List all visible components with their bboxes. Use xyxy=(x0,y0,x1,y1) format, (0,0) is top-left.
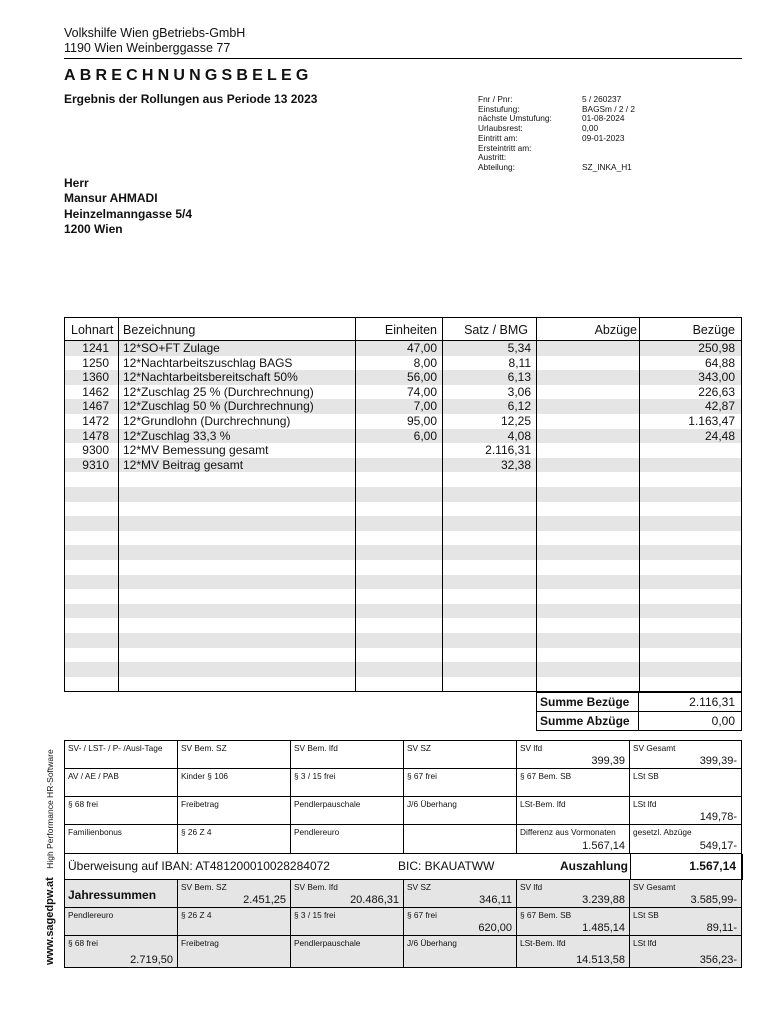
summary-cell xyxy=(517,908,630,936)
cell-lohnart: 1462 xyxy=(82,384,109,399)
summary-cell xyxy=(291,908,404,936)
cell-label: Pendlerpauschale xyxy=(294,938,361,948)
table-row xyxy=(65,385,741,400)
cell-label: § 67 frei xyxy=(407,910,437,920)
summary-cell xyxy=(404,741,517,769)
cell-bezeichnung: 12*Nachtarbeitszuschlag BAGS xyxy=(123,355,293,370)
cell-label: SV lfd xyxy=(520,743,543,753)
iban-text: Überweisung auf IBAN: AT481200010028284072 xyxy=(68,859,330,873)
cell-label: SV SZ xyxy=(407,743,431,753)
tax-summary-grid xyxy=(64,740,742,968)
cell-bezeichnung: 12*Zuschlag 33,3 % xyxy=(123,428,231,443)
cell-lohnart: 1241 xyxy=(82,341,109,355)
info-label: Austritt: xyxy=(478,152,507,163)
sum-row xyxy=(537,692,741,711)
cell-bezuege: 226,63 xyxy=(698,384,735,399)
payout-value: 1.567,14 xyxy=(689,859,736,873)
summary-cell xyxy=(178,741,291,769)
info-value: 5 / 260237 xyxy=(582,94,622,104)
document-subtitle: Ergebnis der Rollungen aus Periode 13 2023 xyxy=(64,92,318,106)
info-value: SZ_INKA_H1 xyxy=(582,161,632,172)
cell-einheiten: 8,00 xyxy=(413,355,437,370)
cell-bezuege: 1.163,47 xyxy=(688,414,735,428)
cell-label: Kinder § 106 xyxy=(181,771,229,781)
summary-cell xyxy=(517,769,630,797)
cell-label: § 3 / 15 frei xyxy=(294,771,336,781)
company-block xyxy=(64,26,245,56)
summary-cell xyxy=(291,936,404,968)
cell-value: 549,17- xyxy=(699,840,737,852)
info-label: Urlaubsrest: xyxy=(478,123,523,134)
summary-cell xyxy=(517,825,630,854)
summary-cell xyxy=(630,741,742,769)
summary-cell xyxy=(630,769,742,797)
cell-label: SV SZ xyxy=(407,882,431,892)
cell-lohnart: 1467 xyxy=(82,399,109,414)
document-title: ABRECHNUNGSBELEG xyxy=(64,67,313,84)
summary-cell xyxy=(291,741,404,769)
recipient-salutation: Herr xyxy=(64,176,89,190)
table-row xyxy=(65,443,741,458)
cell-lohnart: 1478 xyxy=(82,428,109,443)
cell-satz: 4,08 xyxy=(507,428,531,443)
info-value: 0,00 xyxy=(582,123,599,134)
cell-label: LSt-Bem. lfd xyxy=(520,799,566,809)
sum-row xyxy=(537,711,741,730)
summary-cell xyxy=(178,825,291,854)
summary-cell xyxy=(178,908,291,936)
company-name: Volkshilfe Wien gBetriebs-GmbH xyxy=(64,26,246,40)
summary-cell xyxy=(404,797,517,825)
cell-bezeichnung: 12*MV Beitrag gesamt xyxy=(123,457,244,472)
summary-cell xyxy=(404,936,517,968)
info-value: 09-01-2023 xyxy=(582,132,625,143)
cell-lohnart: 9310 xyxy=(82,457,109,472)
header-lohnart: Lohnart xyxy=(71,323,114,337)
summary-cell xyxy=(291,880,404,908)
cell-bezeichnung: 12*Zuschlag 50 % (Durchrechnung) xyxy=(123,399,314,414)
summary-cell xyxy=(178,936,291,968)
cell-lohnart: 1250 xyxy=(82,355,109,370)
cell-lohnart: 1472 xyxy=(82,414,109,428)
cell-einheiten: 56,00 xyxy=(406,370,437,385)
cell-label: § 67 Bem. SB xyxy=(520,771,572,781)
cell-label: Pendlerpauschale xyxy=(294,799,361,809)
summary-cell xyxy=(630,880,742,908)
cell-einheiten: 74,00 xyxy=(406,384,437,399)
vendor-tagline: High Performance HR-Software xyxy=(45,749,55,869)
summary-cell xyxy=(517,936,630,968)
info-label: nächste Umstufung: xyxy=(478,113,552,124)
table-row xyxy=(65,341,741,356)
cell-label: LSt-Bem. lfd xyxy=(520,938,566,948)
cell-value: 20.486,31 xyxy=(350,894,399,906)
transfer-row xyxy=(65,854,743,880)
cell-label: J/6 Überhang xyxy=(407,799,457,809)
cell-value: 14.513,58 xyxy=(576,954,625,966)
cell-satz: 6,12 xyxy=(507,399,531,414)
table-row xyxy=(65,429,741,444)
header-satz: Satz / BMG xyxy=(464,323,528,337)
header-abzuege: Abzüge xyxy=(594,323,637,337)
summary-cell xyxy=(517,880,630,908)
header-divider xyxy=(64,58,742,59)
recipient-city: 1200 Wien xyxy=(64,221,123,236)
cell-bezeichnung: 12*SO+FT Zulage xyxy=(123,341,220,355)
cell-bezeichnung: 12*Zuschlag 25 % (Durchrechnung) xyxy=(123,384,314,399)
sum-value: 2.116,31 xyxy=(689,695,735,709)
summary-cell xyxy=(404,908,517,936)
cell-bezuege: 343,00 xyxy=(698,370,735,385)
cell-bezeichnung: 12*Nachtarbeitsbereitschaft 50% xyxy=(123,370,298,385)
cell-satz: 32,38 xyxy=(500,457,531,472)
cell-label: SV Gesamt xyxy=(633,882,676,892)
company-address: 1190 Wien Weinberggasse 77 xyxy=(64,41,231,55)
summary-cell xyxy=(65,936,178,968)
cell-bezuege: 42,87 xyxy=(704,399,735,414)
cell-value: 89,11- xyxy=(706,922,737,934)
cell-satz: 12,25 xyxy=(500,414,531,428)
employee-info xyxy=(478,95,635,173)
vendor-url: www.sagedpw.at xyxy=(44,877,56,965)
summary-cell xyxy=(630,908,742,936)
cell-label: gesetzl. Abzüge xyxy=(633,827,692,837)
cell-label: Freibetrag xyxy=(181,938,219,948)
cell-satz: 5,34 xyxy=(507,341,531,355)
table-row xyxy=(65,399,741,414)
summary-cell xyxy=(630,797,742,825)
recipient-name: Mansur AHMADI xyxy=(64,191,158,206)
summary-cell xyxy=(65,908,178,936)
cell-value: 3.239,88 xyxy=(582,894,625,906)
info-label: Einstufung: xyxy=(478,103,520,114)
summary-cell xyxy=(517,741,630,769)
cell-value: 399,39- xyxy=(699,755,737,767)
cell-einheiten: 95,00 xyxy=(406,414,437,428)
cell-label: LSt lfd xyxy=(633,799,657,809)
info-value: BAGSm / 2 / 2 xyxy=(582,103,636,114)
cell-satz: 3,06 xyxy=(507,384,531,399)
cell-value: 2.719,50 xyxy=(130,954,173,966)
cell-label: Differenz aus Vormonaten xyxy=(520,827,616,837)
info-value: 01-08-2024 xyxy=(582,113,625,124)
summary-cell xyxy=(630,825,742,854)
table-row xyxy=(65,458,741,473)
summary-cell xyxy=(178,797,291,825)
info-row xyxy=(478,163,635,173)
cell-label: SV Bem. lfd xyxy=(294,882,338,892)
cell-einheiten: 7,00 xyxy=(413,399,437,414)
cell-lohnart: 9300 xyxy=(82,443,109,458)
info-label: Eintritt am: xyxy=(478,132,518,143)
sum-label: Summe Bezüge xyxy=(540,695,630,709)
cell-label: Freibetrag xyxy=(181,799,219,809)
cell-label: SV Bem. lfd xyxy=(294,743,338,753)
cell-label: Familienbonus xyxy=(68,827,122,837)
payout-label: Auszahlung xyxy=(560,859,628,873)
table-row xyxy=(65,370,741,385)
recipient-street: Heinzelmanngasse 5/4 xyxy=(64,206,193,221)
cell-label: SV Gesamt xyxy=(633,743,676,753)
summary-cell xyxy=(517,797,630,825)
sum-table xyxy=(536,692,742,731)
cell-bezuege: 250,98 xyxy=(698,341,735,355)
cell-value: 620,00 xyxy=(478,922,512,934)
cell-label: § 26 Z 4 xyxy=(181,827,212,837)
table-row xyxy=(65,356,741,371)
cell-satz: 8,11 xyxy=(508,355,531,370)
info-label: Abteilung: xyxy=(478,161,515,172)
cell-label: AV / AE / PAB xyxy=(68,771,119,781)
cell-label: SV Bem. SZ xyxy=(181,743,227,753)
cell-label: SV- / LST- / P- /Ausl-Tage xyxy=(68,743,163,753)
cell-value: 2.451,25 xyxy=(243,894,286,906)
cell-einheiten: 47,00 xyxy=(406,341,437,355)
cell-einheiten: 6,00 xyxy=(413,428,437,443)
cell-bezeichnung: 12*Grundlohn (Durchrechnung) xyxy=(123,414,291,428)
cell-lohnart: 1360 xyxy=(82,370,109,385)
year-label-cell xyxy=(65,880,178,908)
cell-label: § 67 Bem. SB xyxy=(520,910,572,920)
cell-value: 1.567,14 xyxy=(582,840,625,852)
summary-cell xyxy=(630,936,742,968)
cell-label: J/6 Überhang xyxy=(407,938,457,948)
recipient-address xyxy=(64,176,192,237)
cell-label: § 68 frei xyxy=(68,799,98,809)
cell-label: § 3 / 15 frei xyxy=(294,910,336,920)
summary-cell xyxy=(65,825,178,854)
cell-label: § 26 Z 4 xyxy=(181,910,212,920)
summary-cell xyxy=(65,741,178,769)
cell-label: § 68 frei xyxy=(68,938,98,948)
cell-satz: 2.116,31 xyxy=(485,443,531,458)
vendor-imprint xyxy=(44,749,56,965)
cell-label: § 67 frei xyxy=(407,771,437,781)
summary-cell xyxy=(404,825,517,854)
summary-cell xyxy=(65,797,178,825)
cell-label: SV lfd xyxy=(520,882,543,892)
cell-label: LSt SB xyxy=(633,910,659,920)
cell-value: 356,23- xyxy=(699,954,737,966)
cell-value: 3.585,99- xyxy=(690,894,737,906)
summary-cell xyxy=(404,769,517,797)
cell-value: 399,39 xyxy=(591,755,625,767)
cell-value: 149,78- xyxy=(699,811,737,823)
cell-label: Pendlereuro xyxy=(294,827,340,837)
table-row xyxy=(65,414,741,429)
summary-cell xyxy=(291,769,404,797)
cell-label: Pendlereuro xyxy=(68,910,114,920)
summary-cell xyxy=(178,880,291,908)
info-label: Ersteintritt am: xyxy=(478,142,532,153)
cell-value: 346,11 xyxy=(479,894,512,906)
wage-table xyxy=(64,317,742,692)
cell-label: LSt lfd xyxy=(633,938,657,948)
cell-satz: 6,13 xyxy=(507,370,531,385)
header-bezeichnung: Bezeichnung xyxy=(123,323,196,337)
cell-label: LSt SB xyxy=(633,771,659,781)
summary-cell xyxy=(178,769,291,797)
cell-label: SV Bem. SZ xyxy=(181,882,227,892)
cell-bezuege: 24,48 xyxy=(704,428,735,443)
year-label: Jahressummen xyxy=(68,888,157,902)
summary-cell xyxy=(291,825,404,854)
header-einheiten: Einheiten xyxy=(384,323,437,337)
sum-label: Summe Abzüge xyxy=(540,714,630,728)
sum-value: 0,00 xyxy=(711,714,735,728)
header-bezuege: Bezüge xyxy=(692,323,735,337)
bic-text: BIC: BKAUATWW xyxy=(398,859,495,873)
cell-bezuege: 64,88 xyxy=(704,355,735,370)
cell-bezeichnung: 12*MV Bemessung gesamt xyxy=(123,443,269,458)
summary-cell xyxy=(291,797,404,825)
info-label: Fnr / Pnr: xyxy=(478,94,513,104)
summary-cell xyxy=(404,880,517,908)
cell-value: 1.485,14 xyxy=(582,922,625,934)
summary-cell xyxy=(65,769,178,797)
